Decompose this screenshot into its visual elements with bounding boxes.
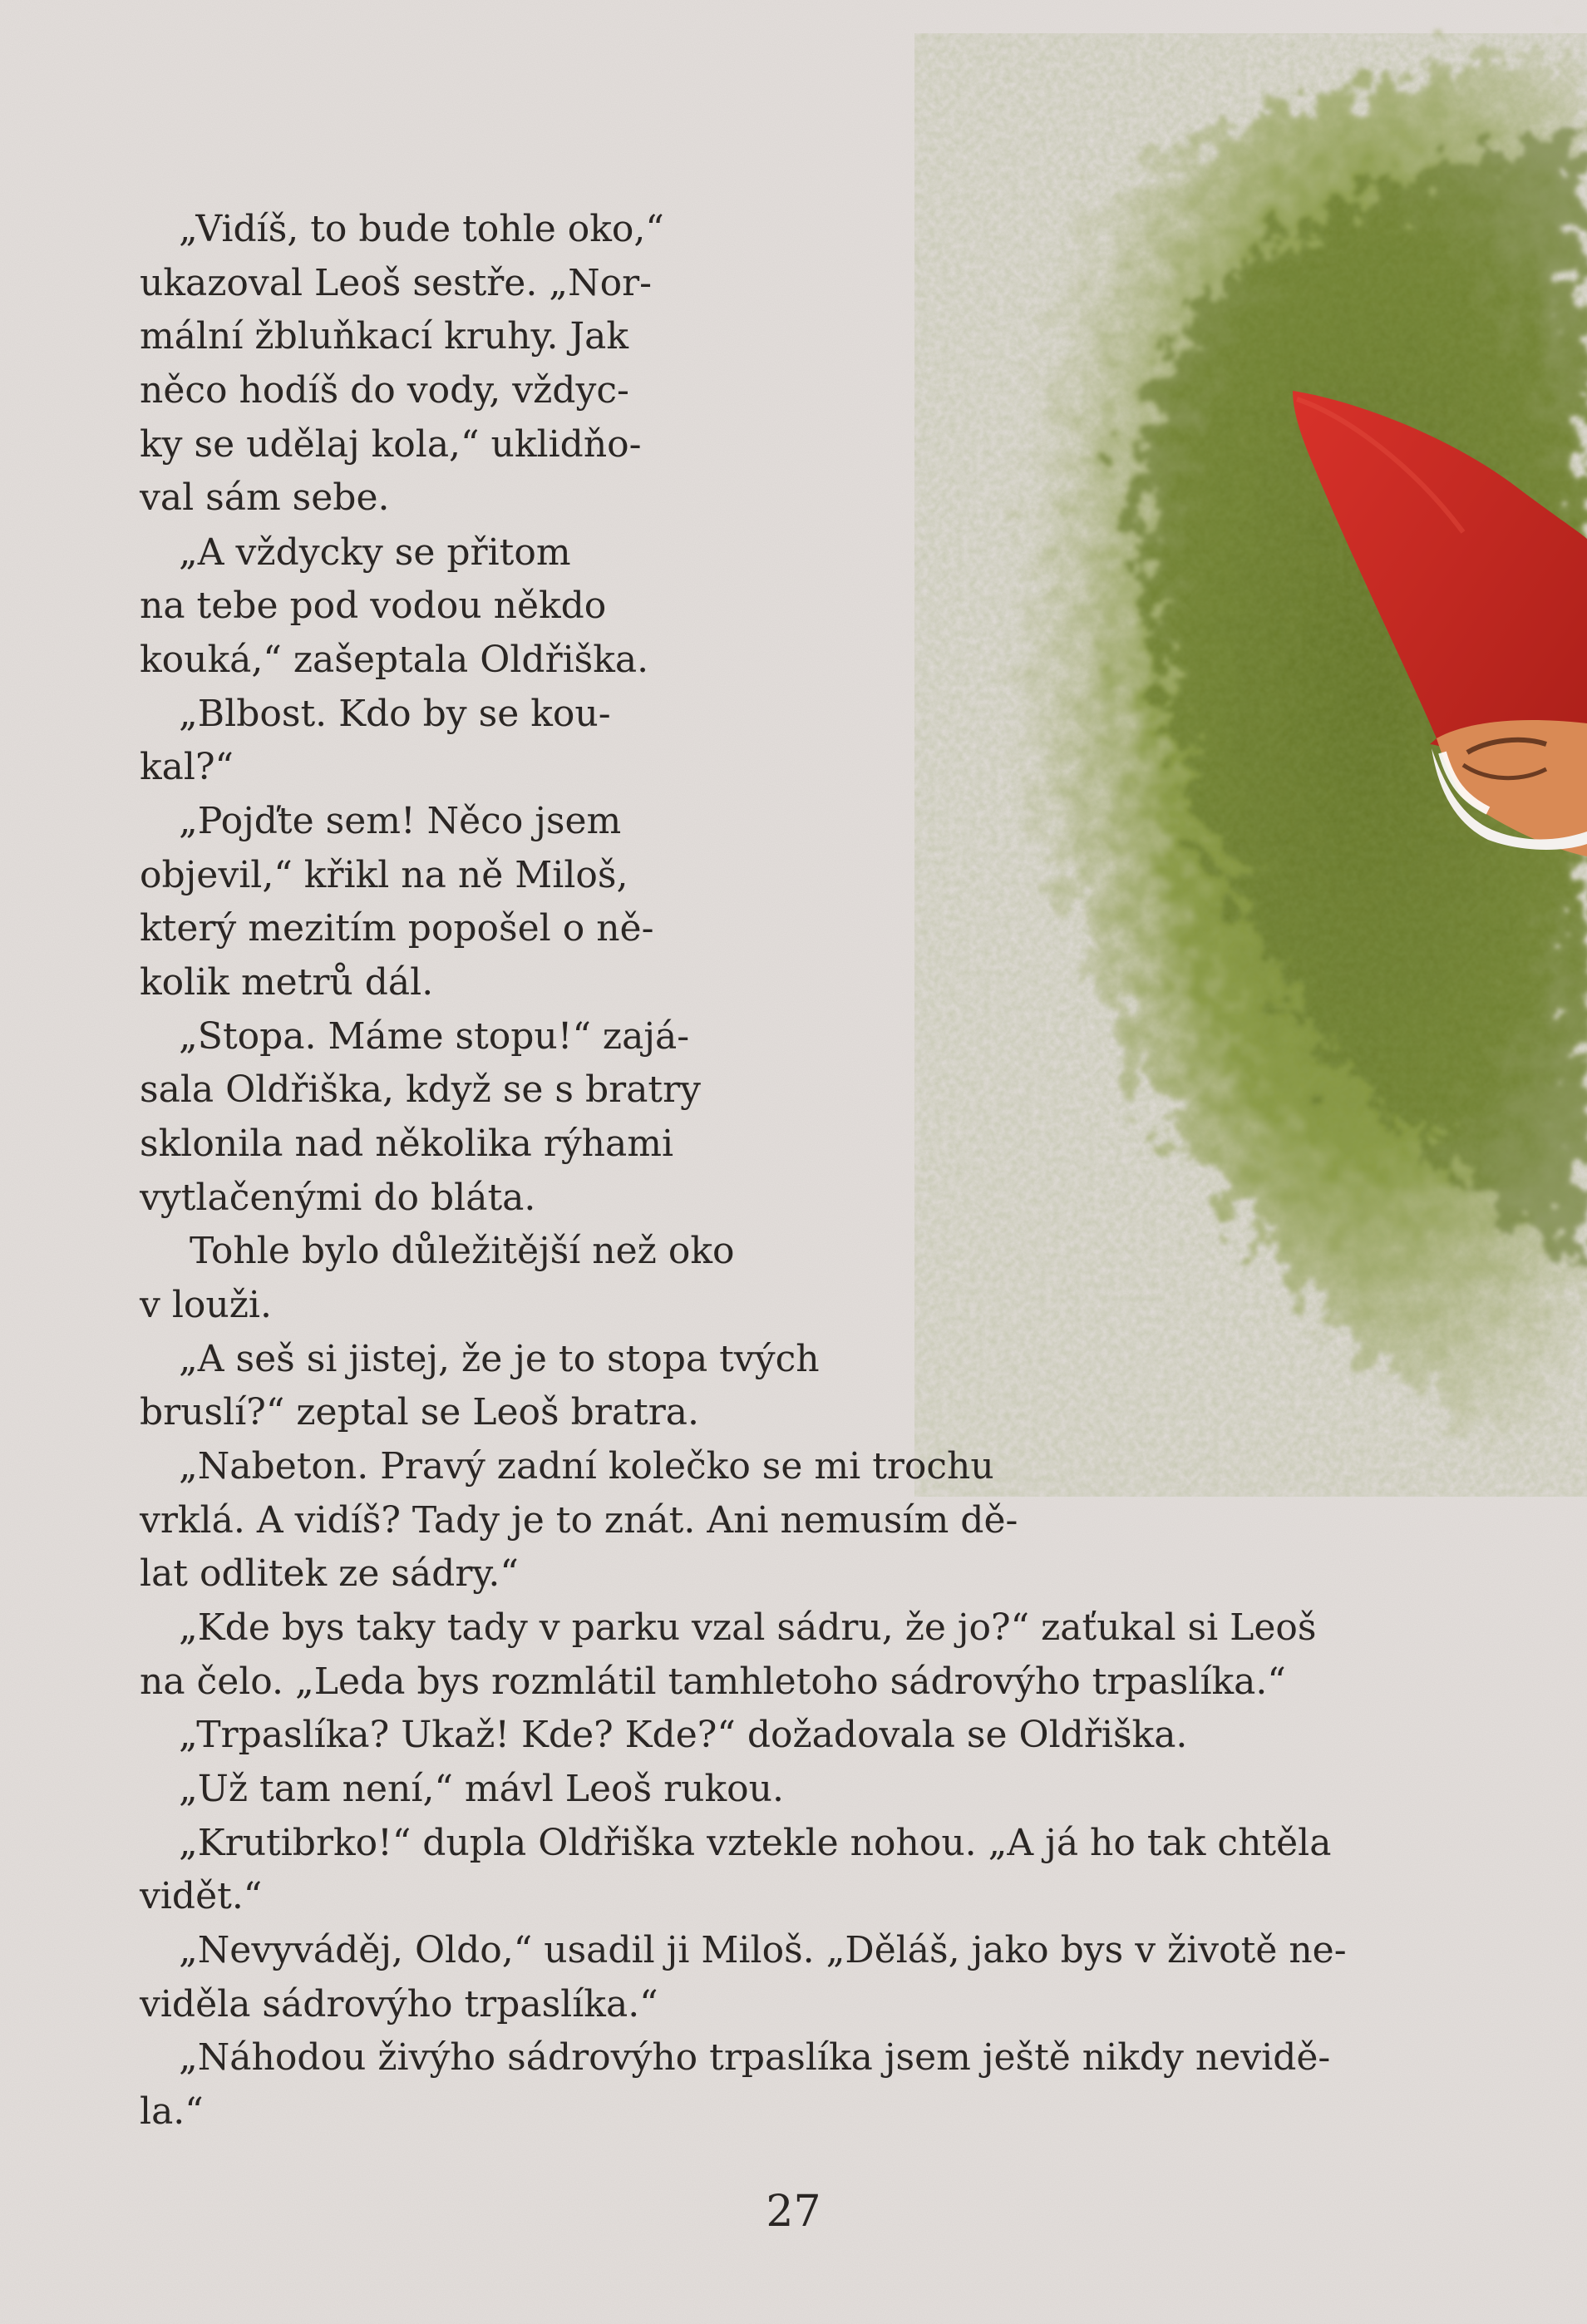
text-line: „A seš si jistej, že je to stopa tvých xyxy=(179,1338,820,1380)
text-line: ky se udělaj kola,“ uklidňo- xyxy=(140,423,642,466)
text-line: ukazoval Leoš sestře. „Nor- xyxy=(140,262,652,304)
text-line: „Stopa. Máme stopu!“ zajá- xyxy=(179,1015,690,1058)
text-line: vidět.“ xyxy=(140,1875,263,1917)
text-line: „Trpaslíka? Ukaž! Kde? Kde?“ dožadovala se Oldřiška. xyxy=(179,1714,1188,1756)
text-line: „A vždycky se přitom xyxy=(179,531,571,574)
text-line: la.“ xyxy=(140,2090,204,2133)
text-line: „Krutibrko!“ dupla Oldřiška vztekle nohou. „A já ho tak chtěla xyxy=(179,1822,1332,1864)
text-line: „Pojďte sem! Něco jsem xyxy=(179,800,622,842)
text-line: kouká,“ zašeptala Oldřiška. xyxy=(140,639,649,681)
text-line: viděla sádrovýho trpaslíka.“ xyxy=(140,1983,658,2025)
text-line: „Nevyváděj, Oldo,“ usadil ji Miloš. „Děláš, jako bys v životě ne- xyxy=(179,1929,1347,1971)
text-line: val sám sebe. xyxy=(140,476,390,519)
text-line: „Už tam není,“ mávl Leoš rukou. xyxy=(179,1768,784,1810)
page-number: 27 xyxy=(766,2187,821,2237)
text-line: sala Oldřiška, když se s bratry xyxy=(140,1068,701,1111)
text-line: kal?“ xyxy=(140,746,234,788)
text-line: objevil,“ křikl na ně Miloš, xyxy=(140,854,628,896)
text-line: „Blbost. Kdo by se kou- xyxy=(179,693,611,735)
text-line: na tebe pod vodou někdo xyxy=(140,585,607,627)
text-line: něco hodíš do vody, vždyc- xyxy=(140,369,629,412)
text-line: „Náhodou živýho sádrovýho trpaslíka jsem ještě nikdy nevidě- xyxy=(179,2036,1331,2079)
text-line: na čelo. „Leda bys rozmlátil tamhletoho sádrovýho trpaslíka.“ xyxy=(140,1660,1286,1703)
text-line: vytlačenými do bláta. xyxy=(140,1177,536,1219)
text-line: lat odlitek ze sádry.“ xyxy=(140,1552,519,1595)
text-line: Tohle bylo důležitější než oko xyxy=(190,1230,735,1272)
text-line: kolik metrů dál. xyxy=(140,961,434,1004)
text-line: bruslí?“ zeptal se Leoš bratra. xyxy=(140,1391,699,1433)
text-line: „Nabeton. Pravý zadní kolečko se mi trochu xyxy=(179,1445,994,1488)
text-line: vrklá. A vidíš? Tady je to znát. Ani nemusím dě- xyxy=(140,1499,1018,1542)
text-line: v louži. xyxy=(140,1284,272,1326)
text-line: mální žbluňkací kruhy. Jak xyxy=(140,315,629,358)
text-line: sklonila nad několika rýhami xyxy=(140,1123,674,1165)
text-line: který mezitím popošel o ně- xyxy=(140,907,654,950)
text-line: „Vidíš, to bude tohle oko,“ xyxy=(179,208,664,250)
text-line: „Kde bys taky tady v parku vzal sádru, že jo?“ zaťukal si Leoš xyxy=(179,1606,1317,1649)
